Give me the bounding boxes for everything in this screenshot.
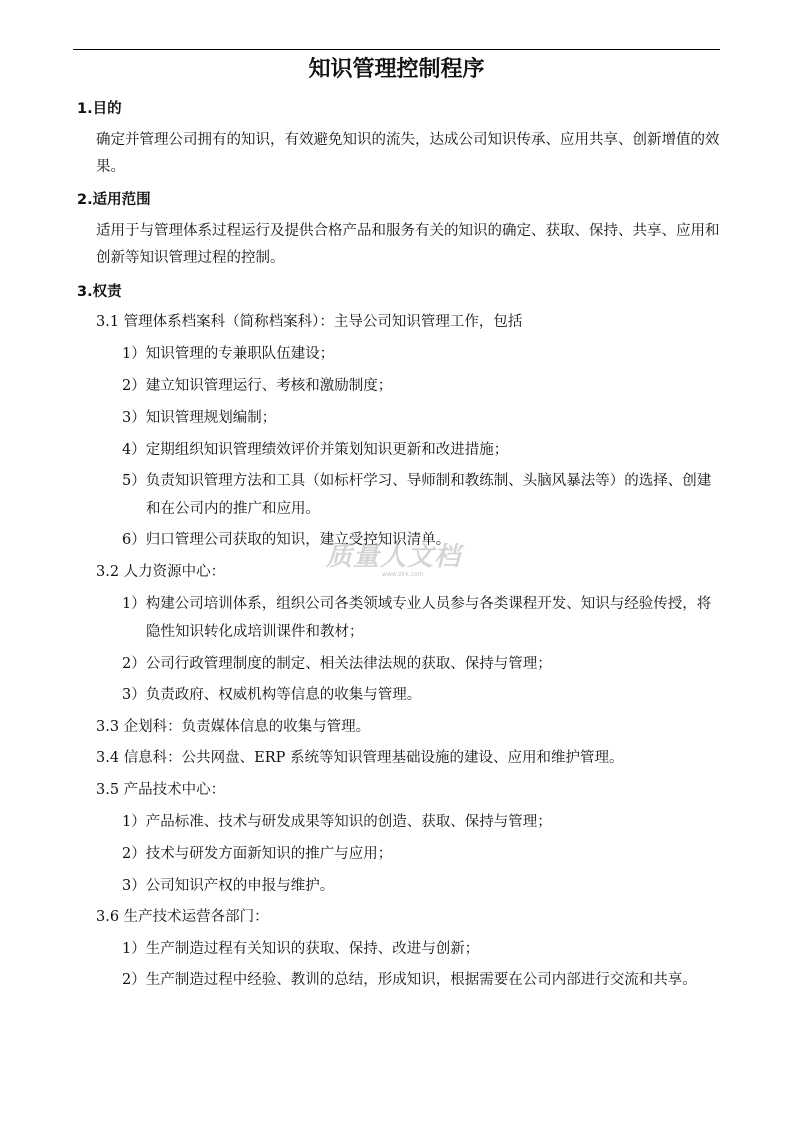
section-2-heading: 2.适用范围 xyxy=(77,192,151,208)
list-item: 2）公司行政管理制度的制定、相关法律法规的获取、保持与管理； xyxy=(122,656,552,672)
subsection-3-3: 3.3 企划科：负责媒体信息的收集与管理。 xyxy=(96,719,371,735)
list-item: 1）生产制造过程有关知识的获取、保持、改进与创新； xyxy=(122,941,480,957)
watermark-text: 质量人文档 xyxy=(326,542,462,572)
list-item: 4）定期组织知识管理绩效评价并策划知识更新和改进措施； xyxy=(122,442,509,458)
section-2-text: 适用于与管理体系过程运行及提供合格产品和服务有关的知识的确定、获取、保持、共享、应用和创新等知识管理过程的控制。 xyxy=(96,223,720,266)
list-item: 1）知识管理的专兼职队伍建设； xyxy=(122,346,335,362)
subsection-3-1: 3.1 管理体系档案科（简称档案科）：主导公司知识管理工作，包括 xyxy=(96,314,523,330)
header-rule xyxy=(73,49,720,50)
list-item: 2）生产制造过程中经验、教训的总结，形成知识，根据需要在公司内部进行交流和共享。 xyxy=(122,972,697,988)
section-1-text: 确定并管理公司拥有的知识，有效避免知识的流失，达成公司知识传承、应用共享、创新增值的效果。 xyxy=(96,132,720,175)
list-item: 2）建立知识管理运行、考核和激励制度； xyxy=(122,378,393,394)
subsection-3-4: 3.4 信息科：公共网盘、ERP 系统等知识管理基础设施的建设、应用和维护管理。 xyxy=(96,750,624,766)
list-item: 1）产品标准、技术与研发成果等知识的创造、获取、保持与管理； xyxy=(122,814,552,830)
list-item: 6）归口管理公司获取的知识，建立受控知识清单。 xyxy=(122,532,451,548)
list-item: 3）公司知识产权的申报与维护。 xyxy=(122,878,335,894)
section-3-heading: 3.权责 xyxy=(77,284,122,300)
watermark-logo xyxy=(326,542,466,580)
list-item: 3）负责政府、权威机构等信息的收集与管理。 xyxy=(122,687,422,703)
list-item: 5）负责知识管理方法和工具（如标杆学习、导师制和教练制、头脑风暴法等）的选择、创建和在公司内的推广和应用。 xyxy=(122,473,712,517)
list-item: 3）知识管理规划编制； xyxy=(122,410,277,426)
document-title: 知识管理控制程序 xyxy=(308,57,485,82)
section-1-heading: 1.目的 xyxy=(77,101,122,117)
subsection-3-6: 3.6 生产技术运营各部门： xyxy=(96,909,269,925)
subsection-3-2: 3.2 人力资源中心： xyxy=(96,564,226,580)
list-item: 2）技术与研发方面新知识的推广与应用； xyxy=(122,846,393,862)
watermark-url: www.zlrk.com xyxy=(382,571,424,578)
list-item: 1）构建公司培训体系，组织公司各类领域专业人员参与各类课程开发、知识与经验传授，将隐性知识转化成培训课件和教材； xyxy=(122,596,712,640)
subsection-3-5: 3.5 产品技术中心： xyxy=(96,782,226,798)
